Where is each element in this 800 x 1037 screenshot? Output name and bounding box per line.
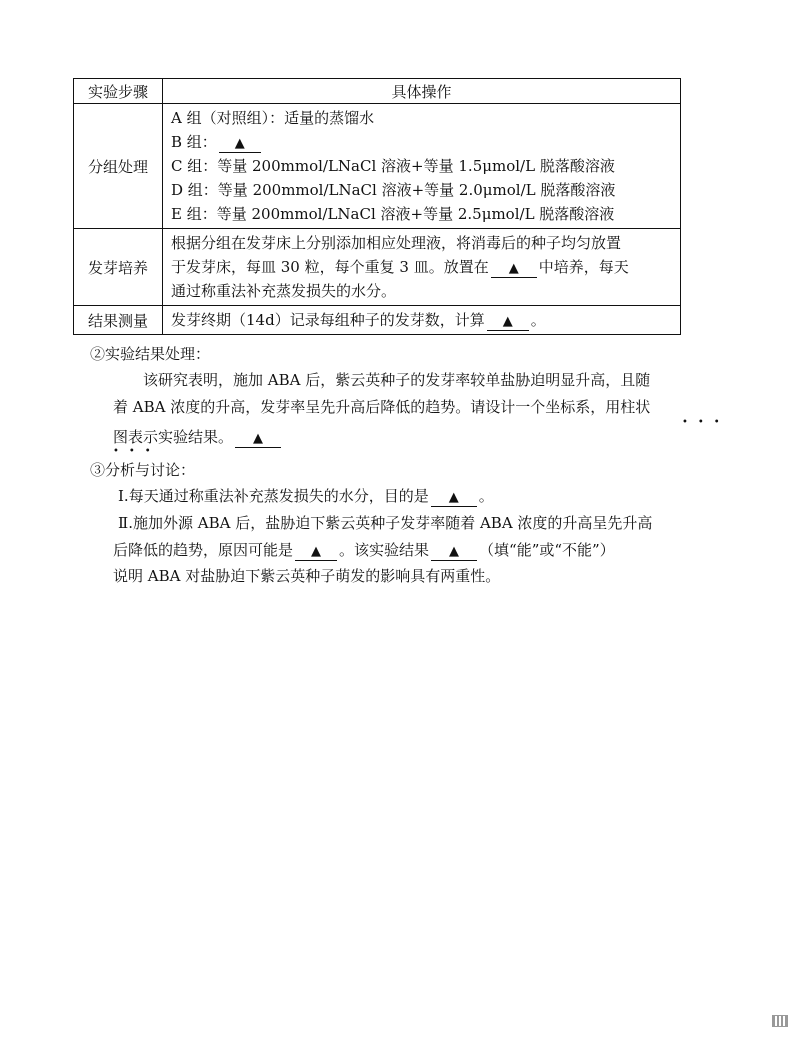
section3-title: ③分析与讨论：: [90, 461, 196, 479]
op-grouping: [163, 104, 681, 229]
op-measure: [163, 306, 681, 335]
step-grouping: 分组处理: [74, 104, 163, 229]
scan-mark-icon: [772, 1015, 788, 1027]
section2-line1: 该研究表明，施加 ABA 后，紫云英种子的发芽率较单盐胁迫明显升高，且随: [143, 371, 651, 389]
triangle-icon: ▲: [449, 544, 460, 559]
section3-q2-line3: 说明 ABA 对盐胁迫下紫云英种子萌发的影响具有两重性。: [113, 567, 501, 585]
op-line-c: C 组：等量 200mmol/LNaCl 溶液+等量 1.5μmol/L 脱落酸溶液: [171, 157, 615, 175]
section3-q1: [118, 484, 718, 508]
answer-blank-calc: [487, 312, 529, 331]
table-row: [74, 306, 681, 335]
op-line-e: E 组：等量 200mmol/LNaCl 溶液+等量 2.5μmol/L 脱落酸溶液: [171, 205, 615, 223]
experiment-table: [73, 78, 681, 335]
q2-line2c: （填“能”或“不能”）: [479, 541, 615, 559]
section3-q2-line2: [113, 538, 713, 562]
op-line-b-text: B 组：: [171, 133, 217, 151]
emphasis-dots-chart: •••: [113, 446, 161, 457]
table-header-row: [74, 79, 681, 104]
triangle-icon: ▲: [311, 544, 322, 559]
measure-line-a: 发芽终期（14d）记录每组种子的发芽数，计算: [171, 311, 485, 329]
triangle-icon: ▲: [508, 261, 519, 276]
germ-line-2a: 于发芽床，每皿 30 粒，每个重复 3 皿。放置在: [171, 258, 489, 276]
header-operation: 具体操作: [163, 79, 681, 104]
op-line-d: D 组：等量 200mmol/LNaCl 溶液+等量 2.0μmol/L 脱落酸溶液: [171, 181, 616, 199]
triangle-icon: ▲: [502, 314, 513, 329]
op-germination: [163, 229, 681, 306]
q1-end: 。: [478, 487, 494, 505]
q2-line2b: 。该实验结果: [339, 541, 430, 559]
section2-title: ②实验结果处理：: [90, 345, 211, 363]
header-step: 实验步骤: [74, 79, 163, 104]
triangle-icon: ▲: [234, 136, 245, 151]
section2-line3-text: 图表示实验结果。: [113, 428, 234, 446]
answer-blank-q1: [431, 488, 477, 507]
table-row: [74, 229, 681, 306]
germ-line-3: 通过称重法补充蒸发损失的水分。: [171, 282, 397, 300]
triangle-icon: ▲: [448, 490, 459, 505]
measure-line: [171, 308, 674, 332]
answer-blank-reason: [295, 542, 337, 561]
op-line-a: A 组（对照组）：适量的蒸馏水: [171, 109, 375, 127]
q1-text: Ⅰ.每天通过称重法补充蒸发损失的水分，目的是: [118, 487, 429, 505]
step-germination: 发芽培养: [74, 229, 163, 306]
answer-blank-chart: [235, 429, 281, 448]
table-row: [74, 104, 681, 229]
answer-blank-place: [491, 259, 537, 278]
answer-blank-can: [431, 542, 477, 561]
germ-line-1: 根据分组在发芽床上分别添加相应处理液，将消毒后的种子均匀放置: [171, 234, 622, 252]
measure-line-b: 。: [530, 311, 546, 329]
germ-line-2: [171, 255, 674, 279]
triangle-icon: ▲: [253, 431, 264, 446]
step-measure: 结果测量: [74, 306, 163, 335]
q2-line2a: 后降低的趋势，原因可能是: [113, 541, 294, 559]
germ-line-2b: 中培养，每天: [538, 258, 629, 276]
op-line-b: [171, 130, 674, 154]
section3-q2-line1: Ⅱ.施加外源 ABA 后，盐胁迫下紫云英种子发芽率随着 ABA 浓度的升高呈先升高: [118, 514, 653, 532]
emphasis-dots-bar: •••: [682, 417, 730, 428]
section2-line3: [113, 425, 713, 449]
answer-blank-b: [219, 134, 261, 153]
section2-line2: 着 ABA 浓度的升高，发芽率呈先升高后降低的趋势。请设计一个坐标系，用柱状: [113, 398, 651, 416]
